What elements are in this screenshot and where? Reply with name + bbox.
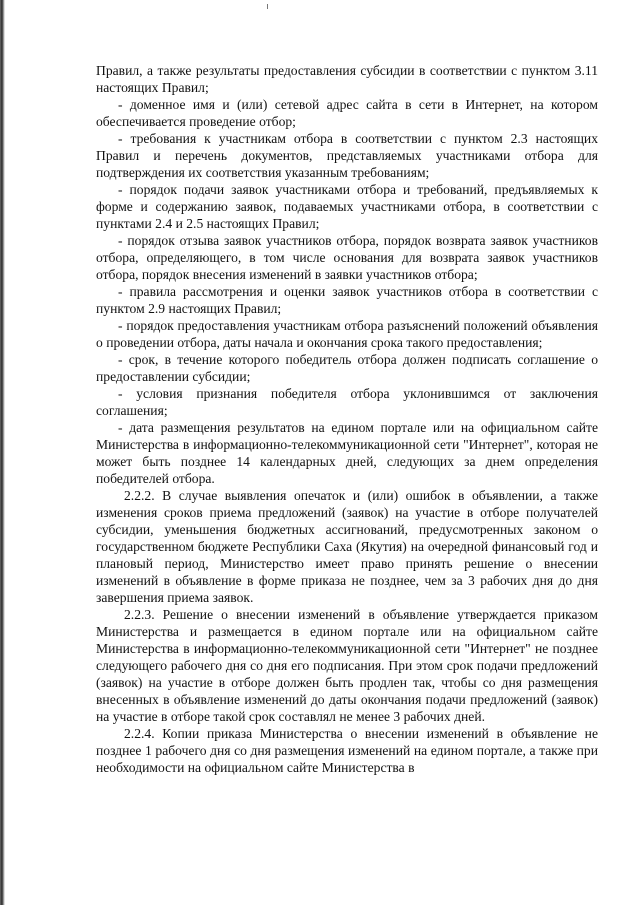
clause-2-2-3: 2.2.3. Решение о внесении изменений в объявление утверждается приказом Министерства и размещается в едином портале или на официальном сайте Министерства в информационно-телекоммуникационной сети "Интернет" не позднее следующего рабочего дня со дня его подписания. При этом срок подачи предложений (заявок) на участие в отборе должен быть продлен так, чтобы со дня размещения внесенных в объявление изменений до даты окончания подачи предложений (заявок) на участие в отборе такой срок составлял не менее 3 рабочих дней. [96, 607, 598, 724]
scan-artifact-mark [267, 4, 268, 9]
list-item-withdrawal-order: - порядок отзыва заявок участников отбора, порядок возврата заявок участников отбора, определяющего, в том числе основания для возврата заявок участников отбора, порядок внесения изменений в заявки участников отбора; [96, 233, 598, 282]
clause-2-2-2: 2.2.2. В случае выявления опечаток и (или) ошибок в объявлении, а также изменения сроков приема предложений (заявок) на участие в отборе получателей субсидии, уменьшения бюджетных ассигнований, предусмотренных законом о государственном бюджете Республики Саха (Якутия) на очередной финансовый год и плановый период, Министерство имеет право принять решение о внесении изменений в объявление в форме приказа не позднее, чем за 3 рабочих дня до дня завершения приема заявок. [96, 488, 598, 605]
clause-2-2-4: 2.2.4. Копии приказа Министерства о внесении изменений в объявление не позднее 1 рабочего дня со дня размещения изменений на едином портале, а также при необходимости на официальном сайте Министерства в [96, 726, 598, 775]
list-item-requirements: - требования к участникам отбора в соответствии с пунктом 2.3 настоящих Правил и перечень документов, представляемых участниками отбора для подтверждения их соответствия указанным требованиям; [96, 131, 598, 180]
list-item-review-rules: - правила рассмотрения и оценки заявок участников отбора в соответствии с пунктом 2.9 настоящих Правил; [96, 284, 598, 316]
list-item-domain: - доменное имя и (или) сетевой адрес сайта в сети в Интернет, на котором обеспечивается проведение отбор; [96, 97, 598, 129]
list-item-results-date: - дата размещения результатов на едином портале или на официальном сайте Министерства в информационно-телекоммуникационной сети "Интернет", которая не может быть позднее 14 календарных дней, следующих за днем определения победителей отбора. [96, 420, 598, 486]
document-body [96, 62, 598, 776]
list-item-signing-term: - срок, в течение которого победитель отбора должен подписать соглашение о предоставлении субсидии; [96, 352, 598, 384]
scan-left-edge [0, 0, 5, 905]
paragraph-continuation: Правил, а также результаты предоставления субсидии в соответствии с пунктом 3.11 настоящих Правил; [96, 63, 598, 95]
list-item-evasion-conditions: - условия признания победителя отбора уклонившимся от заключения соглашения; [96, 386, 598, 418]
list-item-clarifications: - порядок предоставления участникам отбора разъяснений положений объявления о проведении отбора, даты начала и окончания срока такого предоставления; [96, 318, 598, 350]
list-item-submission-order: - порядок подачи заявок участниками отбора и требований, предъявляемых к форме и содержанию заявок, подаваемых участниками отбора, в соответствии с пунктами 2.4 и 2.5 настоящих Правил; [96, 182, 598, 231]
